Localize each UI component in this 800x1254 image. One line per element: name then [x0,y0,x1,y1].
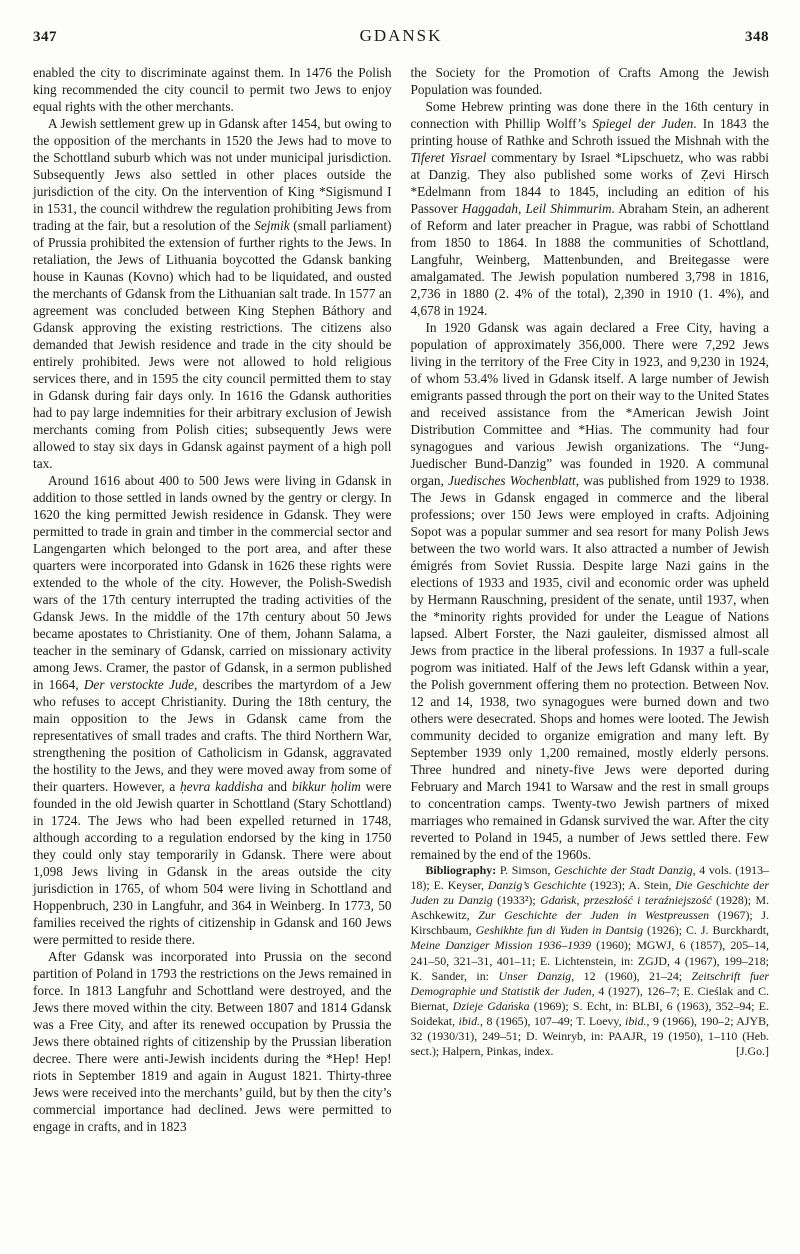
text-segment: (1926); C. J. Burckhardt, [643,923,769,938]
page-header [33,26,769,46]
page-number-right: 348 [745,29,769,45]
text-segment: A Jewish settlement grew up in Gdansk after 1454, but owing to the opposition of the merchants in 1520 the Jews had to move to the Schottland suburb which was not under municipal jurisdiction. Subsequently Jews also settled in other places outside the jurisdiction of the city. On the intervention of King *Sigismund I in 1531, the council withdrew the regulation prohibiting Jews from trading at the fair, but a resolution of the [33,116,392,233]
text-segment: (small parliament) of Prussia prohibited the extension of further rights to the Jews. In retaliation, the Jews of Lithuania boycotted the Gdansk banking house in Kaunas (Kovno) which had to be liquidated, and ousted the merchants of Gdansk from the Lithuanian salt trade. In 1577 an agreement was concluded between King Stephen Báthory and Gdansk approving the existing restrictions. The citizens also demanded that Jewish residence and trade in the city should be entirely prohibited. Jews were not allowed to hold religious services there, and in 1595 the city council permitted them to stay in Gdansk during fair days only. In 1616 the Gdansk authorities had to pay large indemnities for their arbitrary exclusion of Jewish merchants coming from Polish cities; subsequently Jews were allowed to stay six days in Gdansk against payment of a high poll tax. [33,218,392,471]
text-segment: Der verstockte Jude [83,677,195,692]
text-segment: . Abraham Stein, an adherent of Reform and later preacher in Prague, was rabbi of Schottland from 1850 to 1864. In 1888 the communities of Schottland, Langfuhr, Weinberg, Mattenbunden, and Breitegasse were amalgamated. The Jewish population numbered 3,798 in 1816, 2,736 in 1880 (2. 4% of the total), 2,390 in 1910 (1. 4%), and 4,678 in 1924. [410,201,769,318]
text-segment: Tiferet Yisrael [410,150,487,165]
text-segment: Spiegel der Juden [592,116,694,131]
text-segment: Zur Geschichte der Juden in Westpreussen [478,908,710,923]
text-segment: Zeitschrift fuer Demographie und Statistik der Juden [410,968,769,998]
text-segment: . In 1843 the printing house of Rathke and Schroth issued the Mishnah with the [410,116,769,148]
page-title: GDANSK [359,26,443,45]
text-segment: , 4 (1927), 126–7; E. Cieślak and C. Biernat, [410,983,770,1013]
author-signature: [J.Go.] [735,1044,769,1059]
text-segment: P. Simson, [496,863,555,877]
text-segment: (1923); A. Stein, [586,878,676,893]
text-segment: Geshikhte fun di Yuden in Dantsig [475,923,644,938]
text-segment: and [263,779,292,794]
text-segment: , 4 vols. (1913–18); E. Keyser, [410,863,769,893]
bibliography-paragraph [411,863,770,1059]
text-segment: commentary by Israel *Lipschuetz, who was rabbi at Danzig. They also published some works of Ẓevi Hirsch *Edelmann from 1844 to 1845, including an edition of his Passover [410,150,769,216]
right-column [411,64,770,1135]
text-segment: enabled the city to discriminate against them. In 1476 the Polish king recommended the city council to permit two Jews to enjoy equal rights with the other merchants. [33,65,392,114]
paragraph [411,319,770,863]
paragraph [33,948,392,1135]
paragraph [33,64,392,115]
left-column [33,64,392,1135]
text-segment: were founded in the old Jewish quarter in Schottland (Stary Schottland) in 1724. The Jews who had been expelled returned in 1748, although according to a regulation endorsed by the king in 1750 they could only stay temporarily in Gdansk. There were about 1,098 Jews living in Gdansk in the areas outside the city jurisdiction in 1765, of whom 504 were living in Schottland and Hoppenbruch, 230 in Langfuhr, and 364 in Weinberg. In 1773, 50 families received the rights of citizenship in Gdansk and 160 Jews were permitted to reside there. [33,779,392,947]
text-segment: , was published from 1929 to 1938. The Jews in Gdansk engaged in commerce and the liberal professions; over 150 Jews were employed in crafts. Adjoining Sopot was a popular summer and sea resort for many Polish Jews between the two world wars. It also attracted a number of Jewish émigrés from Soviet Russia. Despite large Nazi gains in the elections of 1933 and 1935, civil and economic order was upheld by Hermann Rauschning, president of the senate, until 1937, when the *minority rights provided for under the League of Nations lapsed. Albert Forster, the Nazi gauleiter, dismissed almost all Jews from practice in the liberal professions. In 1937 a full-scale pogrom was initiated. Half of the Jews left Gdansk within a year, the Polish government offering them no protection. Between Nov. 12 and 14, 1938, two synagogues were burned down and two others were desecrated. Shops and homes were looted. The Jewish community decided to organize emigration and many left. By September 1939 only 1,200 remained, mostly elderly persons. Three hundred and ninety-five Jews were deported during February and March 1941 to Warsaw and the rest in small groups to concentration camps. Twenty-two Jewish partners of mixed marriages who remained in Gdansk survived the war. After the city reverted to Poland in 1945, a number of Jews settled there. Few remained by the end of the 1960s. [410,473,770,862]
bibliography-label: Bibliography: [425,863,497,877]
text-segment: bikkur ḥolim [291,779,361,794]
text-segment: , 12 (1960), 21–24; [571,968,692,983]
text-segment: (1960); MGWJ, 6 (1857), 205–14, 241–50, 321–31, 401–11; E. Lichtenstein, in: ZGJD, 4 (1967), 199–218; K. Sander, in: [410,938,769,983]
text-segment: Sejmik [254,218,290,233]
text-segment: Unser Danzig [498,968,572,983]
text-segment: Geschichte der Stadt Danzig [554,863,693,877]
text-segment: After Gdansk was incorporated into Prussia on the second partition of Poland in 1793 the restrictions on the Jews remained in force. In 1813 Langfuhr and Schottland were destroyed, and the Jews there moved within the city. Between 1807 and 1814 Gdansk was a Free City, and after its renewed occupation by Prussia the Jews there obtained rights of citizenship by the Prussian liberation decree. There were anti-Jewish incidents during the *Hep! Hep! riots in September 1819 and again in August 1821. Thirty-three Jews were received into the merchants’ guild, but by then the city’s commercial importance had declined. Jews were permitted to engage in crafts, and in 1823 [33,949,392,1134]
text-segment: (1969); S. Echt, in: BLBI, 6 (1963), 352–94; E. Soidekat, [410,998,770,1028]
text-segment: ibid. [458,1013,481,1028]
paragraph [33,472,392,948]
text-segment: Around 1616 about 400 to 500 Jews were living in Gdansk in addition to those settled in lands owned by the gentry or clergy. In 1620 the king permitted Jewish residence in Gdansk. They were permitted to trade in grain and timber in the commercial sector and Langengarten which belonged to the port area, and after these quarters were incorporated into Gdansk in 1626 these rights were extended to the whole of the city. However, the Polish-Swedish wars of the 17th century interrupted the trading activities of the Gdansk Jews. In the middle of the 17th century about 50 Jews became apostates to Christianity. One of them, Johann Salama, a teacher in the seminary of Gdansk, carried on missionary activity among Jews. Cramer, the pastor of Gdansk, in a sermon published in 1664, [33,473,392,692]
text-segment: , describes the martyrdom of a Jew who refuses to accept Christianity. During the 18th century, the main opposition to the Jews in Gdansk came from the representatives of small trades and crafts. The third Northern War, strengthening the position of Catholicism in Gdansk, aggravated the hostility to the Jews, and they were moved away from some of their quarters. However, a [33,677,392,794]
paragraph [33,115,392,472]
text-segment: Die Geschichte der Juden zu Danzig [410,878,769,908]
text-segment: Meine Danziger Mission 1936–1939 [410,938,592,953]
page-number-left: 347 [33,29,57,45]
text-segment: , 8 (1965), 107–49; T. Loevy, [480,1013,626,1028]
text-segment: (1928); M. Aschkewitz, [410,893,770,923]
text-segment: ḥevra kaddisha [180,779,264,794]
text-segment: the Society for the Promotion of Crafts Among the Jewish Population was founded. [410,65,769,97]
text-segment: (1967); J. Kirschbaum, [410,908,770,938]
paragraph [411,98,770,319]
text-segment: Haggadah, Leil Shimmurim [461,201,612,216]
text-segment: Danzig’s Geschichte [487,878,587,893]
paragraph [411,64,770,98]
text-segment: ibid. [625,1013,647,1028]
text-segment: Gdańsk, przeszłość i teraźniejszość [540,893,712,908]
text-segment: Dzieje Gdańska [452,998,530,1013]
text-segment: , 9 (1966), 190–2; AJYB, 32 (1930/31), 249–51; D. Weinryb, in: PAAJR, 19 (1950), 1–110 (Heb. sect.); Halpern, Pinkas, index. [410,1013,769,1059]
article-body [33,64,769,1135]
text-segment: Juedisches Wochenblatt [448,473,576,488]
text-segment: (1933²); [492,893,541,908]
text-segment: In 1920 Gdansk was again declared a Free City, having a population of approximately 356,000. There were 7,292 Jews living in the territory of the Free City in 1923, and 9,230 in 1924, of whom 53.4% lived in Gdansk itself. A large number of Jewish emigrants passed through the port on their way to the United States and received assistance from the *American Jewish Joint Distribution Committee and *Hias. The community had four synagogues and various Jewish organizations. The “Jung-Juedischer Bund-Danzig” was founded in 1920. A communal organ, [410,320,769,488]
text-segment: Some Hebrew printing was done there in the 16th century in connection with Phillip Wolff’s [410,99,769,131]
